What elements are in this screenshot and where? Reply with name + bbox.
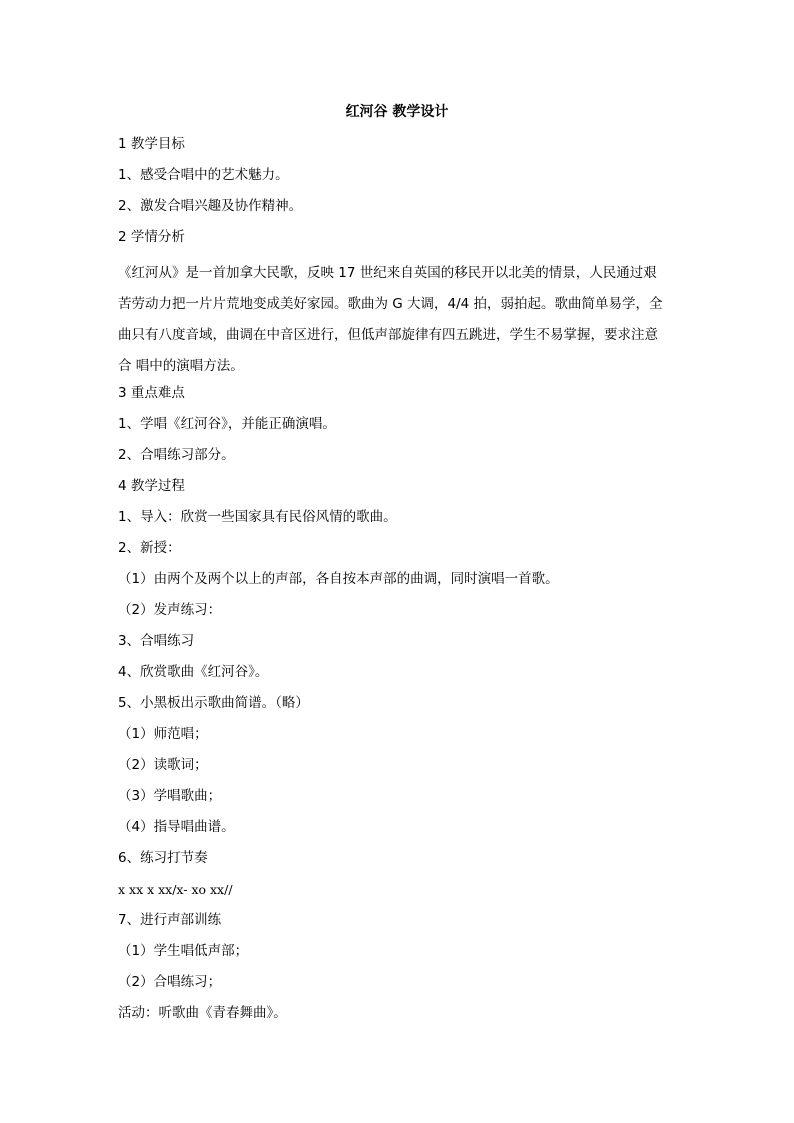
- process-step: 5、小黑板出示歌曲简谱。（略）: [118, 695, 309, 711]
- process-step: 6、练习打节奏: [118, 850, 208, 866]
- section-heading-learner-analysis: 2 学情分析: [118, 229, 185, 245]
- rhythm-notation: x xx x xx/x- xo xx//: [118, 882, 233, 897]
- section-heading-teaching-process: 4 教学过程: [118, 478, 185, 494]
- document-title: 红河谷 教学设计: [345, 104, 449, 120]
- key-point-item-2: 2、合唱练习部分。: [118, 447, 235, 463]
- paragraph-line: 《红河从》是一首加拿大民歌，反映 17 世纪来自英国的移民开以北美的情景，人民通过艰: [118, 265, 657, 281]
- section-heading-key-points: 3 重点难点: [118, 385, 185, 401]
- process-step: （1）学生唱低声部；: [118, 943, 249, 959]
- process-step: （1）师范唱；: [118, 726, 208, 742]
- process-step: 2、新授：: [118, 540, 181, 556]
- process-step: （4）指导唱曲谱。: [118, 819, 235, 835]
- goal-item-2: 2、激发合唱兴趣及协作精神。: [118, 198, 303, 214]
- process-step: （2）读歌词；: [118, 757, 208, 773]
- paragraph-line: 合 唱中的演唱方法。: [118, 358, 244, 374]
- key-point-item-1: 1、学唱《红河谷》，并能正确演唱。: [118, 416, 336, 432]
- process-step: （3）学唱歌曲；: [118, 788, 222, 804]
- process-step: 3、合唱练习: [118, 633, 195, 649]
- process-step: （2）发声练习：: [118, 602, 222, 618]
- paragraph-line: 苦劳动力把一片片荒地变成美好家园。歌曲为 G 大调，4/4 拍，弱拍起。歌曲简单易学，全: [118, 296, 663, 312]
- process-step: （1）由两个及两个以上的声部，各自按本声部的曲调，同时演唱一首歌。: [118, 571, 559, 587]
- activity-line: 活动：听歌曲《青春舞曲》。: [118, 1005, 287, 1021]
- process-step: 7、进行声部训练: [118, 912, 222, 928]
- section-heading-teaching-goals: 1 教学目标: [118, 136, 185, 152]
- process-step: （2）合唱练习；: [118, 974, 222, 990]
- paragraph-line: 曲只有八度音域，曲调在中音区进行，但低声部旋律有四五跳进，学生不易掌握，要求注意: [118, 327, 658, 343]
- process-step: 1、导入：欣赏一些国家具有民俗风情的歌曲。: [118, 509, 397, 525]
- goal-item-1: 1、感受合唱中的艺术魅力。: [118, 167, 289, 183]
- learner-analysis-paragraph: [118, 258, 678, 382]
- process-step: 4、欣赏歌曲《红河谷》。: [118, 664, 269, 680]
